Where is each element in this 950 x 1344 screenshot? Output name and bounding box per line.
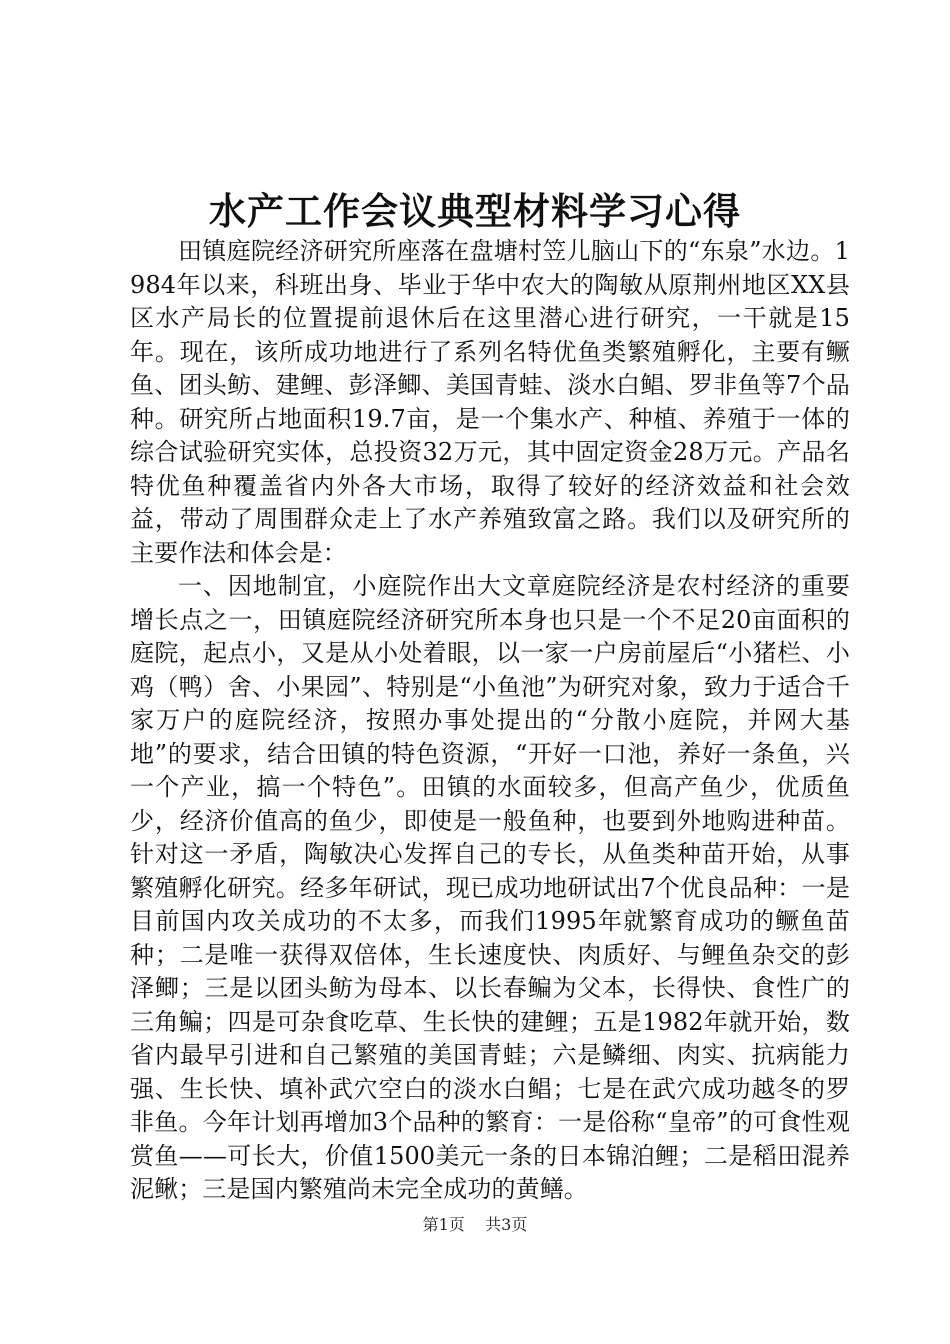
paragraph-section-one: 一、因地制宜，小庭院作出大文章庭院经济是农村经济的重要增长点之一，田镇庭院经济研究所本身也只是一个不足20亩面积的庭院，起点小，又是从小处着眼，以一家一户房前屋后“小猪栏、小鸡（鸭）舍、小果园”、特别是“小鱼池”为研究对象，致力于适合千家万户的庭院经济，按照办事处提出的“分散小庭院，并网大基地”的要求，结合田镇的特色资源，“开好一口池，养好一条鱼，兴一个产业，搞一个特色”。田镇的水面较多，但高产鱼少，优质鱼少，经济价值高的鱼少，即使是一般鱼种，也要到外地购进种苗。针对这一矛盾，陶敏决心发挥自己的专长，从鱼类种苗开始，从事繁殖孵化研究。经多年研试，现已成功地研试出7个优良品种：一是目前国内攻关成功的不太多，而我们1995年就繁育成功的鳜鱼苗种；二是唯一获得双倍体，生长速度快、肉质好、与鲤鱼杂交的彭泽鲫；三是以团头鲂为母本、以长春鳊为父本，长得快、食性广的三角鳊；四是可杂食吃草、生长快的建鲤；五是1982年就开始，数省内最早引进和自己繁殖的美国青蛙；六是鳞细、肉实、抗病能力强、生长快、填补武穴空白的淡水白鲳；七是在武穴成功越冬的罗非鱼。今年计划再增加3个品种的繁育：一是俗称“皇帝”的可食性观赏鱼——可长大，价值1500美元一条的日本锦泊鲤；二是稻田混养泥鳅；三是国内繁殖尚未完全成功的黄鳝。 <box>130 572 850 1203</box>
page-number: 第1页 <box>422 1215 465 1234</box>
footer-spacer <box>470 1215 480 1234</box>
paragraph-intro: 田镇庭院经济研究所座落在盘塘村笠儿脑山下的“东泉”水边。1984年以来，科班出身、毕业于华中农大的陶敏从原荆州地区XX县区水产局长的位置提前退休后在这里潜心进行研究，一干就是15年。现在，该所成功地进行了系列名特优鱼类繁殖孵化，主要有鳜鱼、团头鲂、建鲤、彭泽鲫、美国青蛙、淡水白鲳、罗非鱼等7个品种。研究所占地面积19.7亩，是一个集水产、种植、养殖于一体的综合试验研究实体，总投资32万元，其中固定资金28万元。产品名特优鱼种覆盖省内外各大市场，取得了较好的经济效益和社会效益，带动了周围群众走上了水产养殖致富之路。我们以及研究所的主要作法和体会是： <box>130 237 850 567</box>
page-total: 共3页 <box>485 1215 528 1234</box>
page-footer <box>0 1213 950 1237</box>
document-title: 水产工作会议典型材料学习心得 <box>209 189 741 233</box>
document-body <box>130 235 850 1207</box>
